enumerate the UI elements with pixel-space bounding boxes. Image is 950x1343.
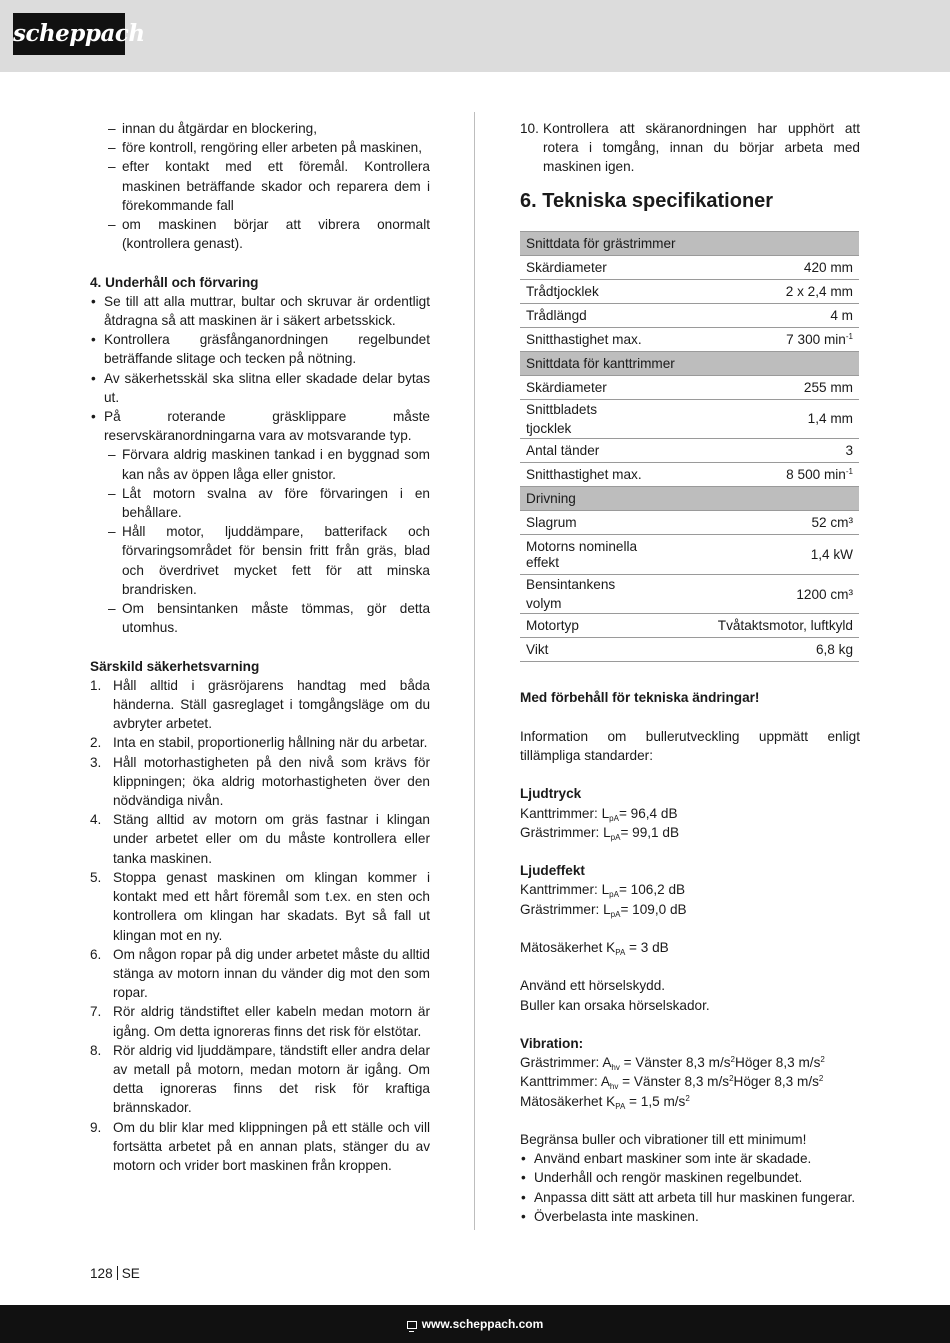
hearing-damage-note: Buller kan orsaka hörselskador. xyxy=(520,997,710,1013)
spec-value: 6,8 kg xyxy=(650,638,859,662)
special-warning-heading: Särskild säkerhetsvarning xyxy=(90,658,260,674)
spec-value: 420 mm xyxy=(650,255,859,279)
website-link[interactable]: www.scheppach.com xyxy=(421,1317,544,1331)
monitor-icon xyxy=(407,1321,417,1329)
vibration-heading: Vibration: xyxy=(520,1035,584,1051)
spec-key: Skärdiameter xyxy=(520,375,650,399)
spec-key: Snitthastighet max. xyxy=(520,463,650,487)
list-item: – Låt motorn svalna av före förvaringen i en behållare. xyxy=(90,484,430,522)
column-divider xyxy=(474,112,475,1230)
spec-key: Motortyp xyxy=(520,614,650,638)
numbered-item: 3. Håll motorhastigheten på den nivå som krävs för klippningen; öka aldrig motorhastigheten över den nödvändiga nivån. xyxy=(90,754,430,809)
spec-key: Motorns nominella effekt xyxy=(520,535,650,575)
list-item: • Underhåll och rengör maskinen regelbundet. xyxy=(520,1168,860,1187)
vibration-kanttrimmer: Kanttrimmer: $A_{hv}$ = Vänster 8,3 $m/s^2Höger$ 8,3 $m/s^2$ xyxy=(520,1074,824,1092)
footer-bar xyxy=(0,1305,950,1343)
spec-table xyxy=(520,231,859,663)
numbered-item: 6. Om någon ropar på dig under arbetet måste du alltid stänga av motorn innan du vänder dig mot den som ropar. xyxy=(90,946,430,1001)
hearing-protection-note: Använd ett hörselskydd. xyxy=(520,978,666,994)
ljudtryck-grastrimmer: Grästrimmer: $L_{pA}= 99,1$ dB xyxy=(520,824,680,842)
spec-value: 1,4 mm xyxy=(650,399,859,438)
list-item: • Anpassa ditt sätt att arbeta till hur maskinen fungerar. xyxy=(520,1188,860,1207)
spec-key: Antal tänder xyxy=(520,439,650,463)
spec-value: 2 x 2,4 mm xyxy=(650,279,859,303)
spec-group-header: Snittdata för kanttrimmer xyxy=(520,351,859,375)
ljudeffekt-kanttrimmer: Kanttrimmer: $L_{pA}= 106,2$ dB xyxy=(520,882,686,900)
spec-key: Bensintankens volym xyxy=(520,575,650,614)
numbered-item: 4. Stäng alltid av motorn om gräs fastnar i klingan under arbetet eller om du måste kontrollera eller tanka maskinen. xyxy=(90,812,430,866)
spec-key: Slagrum xyxy=(520,511,650,535)
list-item: • Kontrollera gräsfånganordningen regelbundet beträffande slitage och tecken på nötning. xyxy=(90,330,430,368)
noise-uncertainty: Mätosäkerhet $K_{PA} = 3$ dB xyxy=(520,940,669,957)
section-4-heading: 4. Underhåll och förvaring xyxy=(90,274,259,290)
list-item: – efter kontakt med ett föremål. Kontrollera maskinen beträffande skador och reparera dem i förekommande fall xyxy=(90,157,430,215)
list-item: – Förvara aldrig maskinen tankad i en byggnad som kan nås av öppen låga eller gnistor. xyxy=(90,445,430,483)
vibration-grastrimmer: Grästrimmer: $A_{hv}$ = Vänster 8,3 $m/s^2Höger$ 8,3 $m/s^2$ xyxy=(520,1055,825,1073)
list-item: – Håll motor, ljuddämpare, batterifack och förvaringsområdet för bensin fritt från gräs, blad och överdrivet mycket fett för att minska brandrisken. xyxy=(90,522,430,599)
list-item: • På roterande gräsklippare måste reservskäranordningarna vara av motsvarande typ. xyxy=(90,407,430,445)
reserve-note: Med förbehåll för tekniska ändringar! xyxy=(520,690,760,706)
spec-value: 3 xyxy=(650,439,859,463)
numbered-item: 7. Rör aldrig tändstiftet eller kabeln medan motorn är igång. Om detta ignoreras finns det risk för elstötar. xyxy=(90,1004,430,1039)
spec-key: Snittbladets tjocklek xyxy=(520,399,650,438)
spec-group-header: Snittdata för grästrimmer xyxy=(520,231,859,255)
numbered-item: 10. Kontrollera att skäranordningen har upphört att rotera i tomgång, innan du börjar arbeta med maskinen igen. xyxy=(520,121,860,175)
left-column xyxy=(90,119,430,1175)
list-item: • Använd enbart maskiner som inte är skadade. xyxy=(520,1149,860,1168)
spec-key: Vikt xyxy=(520,638,650,662)
ljudeffekt-grastrimmer: Grästrimmer: $L_{pA}= 109,0$ dB xyxy=(520,901,687,919)
spec-group-header: Drivning xyxy=(520,487,859,511)
list-item: – om maskinen börjar att vibrera onormalt (kontrollera genast). xyxy=(90,215,430,253)
limit-text: Begränsa buller och vibrationer till ett minimum! xyxy=(520,1131,807,1147)
spec-value: 52 cm³ xyxy=(650,511,859,535)
spec-value: 1200 cm³ xyxy=(650,575,859,614)
list-item: – Om bensintanken måste tömmas, gör detta utomhus. xyxy=(90,599,430,637)
ljudtryck-heading: Ljudtryck xyxy=(520,786,582,802)
spec-value: 4 m xyxy=(650,303,859,327)
spec-key: Snitthastighet max. xyxy=(520,327,650,351)
spec-key: Trådtjocklek xyxy=(520,279,650,303)
list-item: – före kontroll, rengöring eller arbeten på maskinen, xyxy=(90,138,430,157)
section-6-title: 6. Tekniska specifikationer xyxy=(520,189,774,212)
spec-value: Tvåtaktsmotor, luftkyld xyxy=(650,614,859,638)
scheppach-logo: scheppach xyxy=(13,13,125,55)
list-item: – innan du åtgärdar en blockering, xyxy=(90,119,430,138)
ljudtryck-kanttrimmer: Kanttrimmer: $L_{pA}= 96,4$ dB xyxy=(520,805,678,823)
header-bar xyxy=(0,0,950,72)
right-column xyxy=(520,119,860,1226)
noise-intro: Information om bullerutveckling uppmätt enligt tillämpliga standarder: xyxy=(520,728,860,764)
page-number: 128 SE xyxy=(90,1266,140,1281)
ljudeffekt-heading: Ljudeffekt xyxy=(520,863,585,879)
list-item: • Se till att alla muttrar, bultar och skruvar är ordentligt åtdragna så att maskinen är i säkert arbetsskick. xyxy=(90,292,430,330)
numbered-item: 5. Stoppa genast maskinen om klingan kommer i kontakt med ett hårt föremål som t.ex. en sten och kontrollera om klingan har skadats. Byt så fall ut klingan mot en ny. xyxy=(90,869,430,943)
spec-value: 255 mm xyxy=(650,375,859,399)
vibration-uncertainty: Mätosäkerhet $K_{PA} = 1,5$ $m/s^2$ xyxy=(520,1093,690,1111)
numbered-item: 9. Om du blir klar med klippningen på ett ställe och vill fortsätta arbetet på en annan plats, stänger du av motorn och vrider bort maskinen från kroppen. xyxy=(90,1119,430,1173)
numbered-item: 1. Håll alltid i gräsröjarens handtag med båda händerna. Ställ gasreglaget i tomgångsläge om du avbryter arbetet. xyxy=(90,677,430,732)
numbered-item: 2. Inta en stabil, proportionerlig hållning när du arbetar. xyxy=(90,735,428,751)
numbered-item: 8. Rör aldrig vid ljuddämpare, tändstift eller andra delar av metall på motorn, medan motorn är igång. Om detta ignoreras finns det risk för kraftiga brännskador. xyxy=(90,1042,430,1116)
spec-value: 1,4 kW xyxy=(650,535,859,575)
list-item: • Överbelasta inte maskinen. xyxy=(520,1207,860,1226)
spec-key: Skärdiameter xyxy=(520,255,650,279)
spec-value: 7 300 $\min^{-1}$ xyxy=(650,327,859,351)
spec-key: Trådlängd xyxy=(520,303,650,327)
list-item: • Av säkerhetsskäl ska slitna eller skadade delar bytas ut. xyxy=(90,369,430,407)
spec-value: 8 500 $\min^{-1}$ xyxy=(650,463,859,487)
